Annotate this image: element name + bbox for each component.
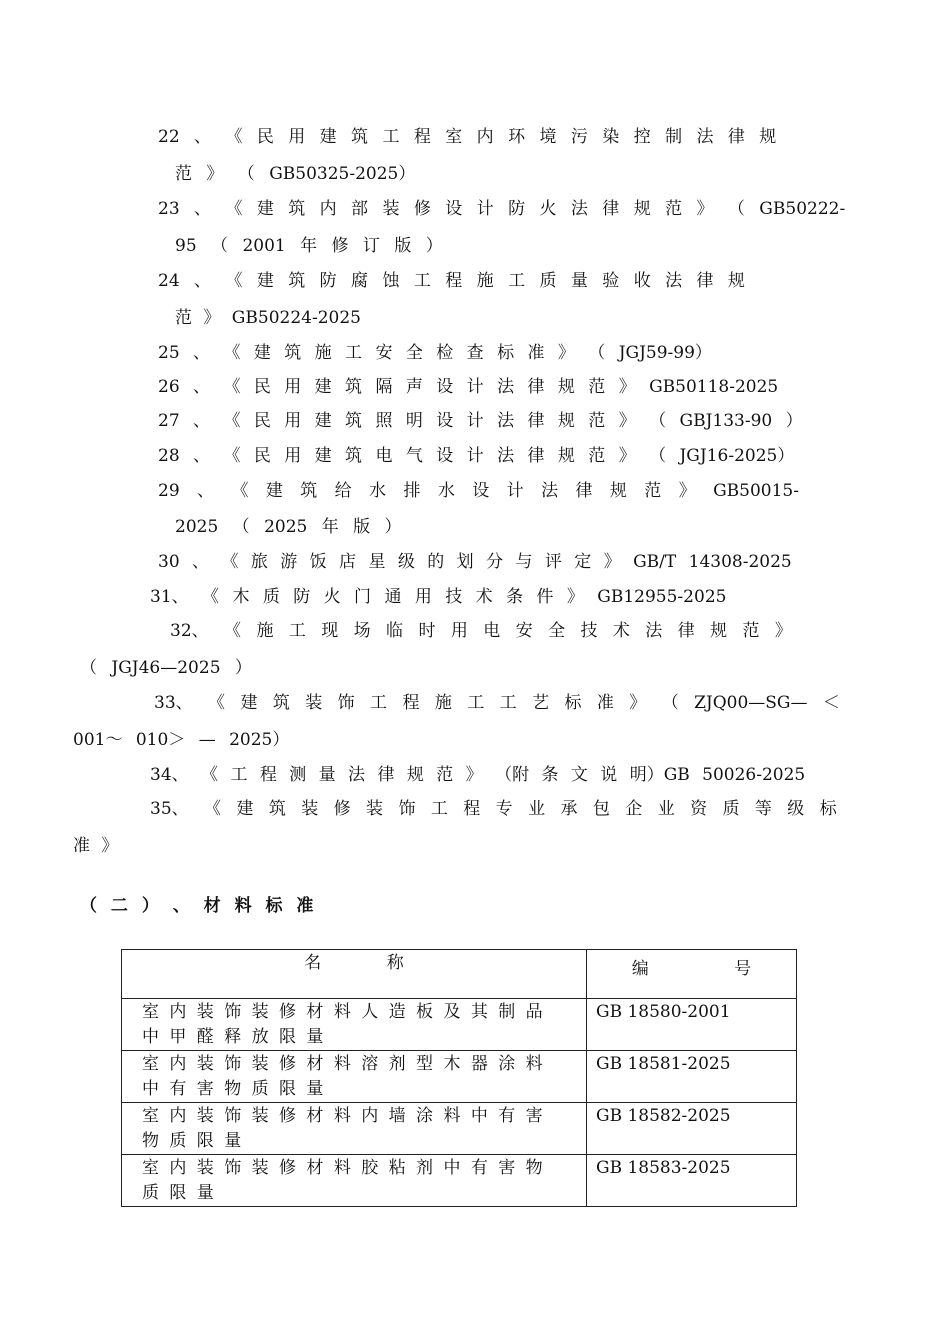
- table-header-code: 编 号: [587, 950, 797, 999]
- table-row: [122, 1051, 797, 1103]
- standard-item-35: 35、 《 建 筑 装 修 装 饰 工 程 专 业 承 包 企 业 资 质 等 级 标: [150, 799, 837, 819]
- standard-item-29-cont: 2025 （ 2025 年 版 ）: [175, 517, 402, 537]
- material-code: GB 18583-2025: [587, 1155, 797, 1207]
- standard-item-34: 34、 《 工 程 测 量 法 律 规 范 》 （附 条 文 说 明）GB 50026-2025: [150, 765, 806, 785]
- table-row: [122, 999, 797, 1051]
- table-row: [122, 1155, 797, 1207]
- standard-item-35-cont: 准 》: [73, 836, 119, 856]
- standard-item-26: 26 、 《 民 用 建 筑 隔 声 设 计 法 律 规 范 》 GB50118-2025: [158, 377, 779, 397]
- standard-item-33-cont: 001～ 010＞ — 2025）: [73, 730, 290, 750]
- materials-standards-table: [121, 949, 797, 1207]
- material-name: 室 内 装 饰 装 修 材 料 人 造 板 及 其 制 品 中 甲 醛 释 放 限 量: [142, 1002, 543, 1047]
- standard-item-32: 32、 《 施 工 现 场 临 时 用 电 安 全 技 术 法 律 规 范 》: [170, 621, 792, 641]
- standard-item-28: 28 、 《 民 用 建 筑 电 气 设 计 法 律 规 范 》 （ JGJ16-2025）: [158, 446, 795, 466]
- standard-item-23: 23 、 《 建 筑 内 部 装 修 设 计 防 火 法 律 规 范 》 （ GB50222-: [158, 199, 846, 219]
- standard-item-24-cont: 范 》 GB50224-2025: [175, 308, 361, 328]
- standard-item-25: 25 、 《 建 筑 施 工 安 全 检 查 标 准 》 （ JGJ59-99）: [158, 343, 712, 363]
- standard-item-27: 27 、 《 民 用 建 筑 照 明 设 计 法 律 规 范 》 （ GBJ133-90 ）: [158, 411, 803, 431]
- standard-item-24: 24 、 《 建 筑 防 腐 蚀 工 程 施 工 质 量 验 收 法 律 规: [158, 271, 745, 291]
- section-title-materials: （ 二 ） 、 材 料 标 准: [80, 896, 314, 916]
- standard-item-22: 22 、 《 民 用 建 筑 工 程 室 内 环 境 污 染 控 制 法 律 规: [158, 127, 777, 147]
- standard-item-29: 29 、 《 建 筑 给 水 排 水 设 计 法 律 规 范 》 GB50015-: [158, 481, 799, 501]
- table-header-row: [122, 950, 797, 999]
- standard-item-23-cont: 95 （ 2001 年 修 订 版 ）: [175, 236, 443, 256]
- material-code: GB 18582-2025: [587, 1103, 797, 1155]
- material-name: 室 内 装 饰 装 修 材 料 内 墙 涂 料 中 有 害 物 质 限 量: [142, 1106, 543, 1151]
- material-name: 室 内 装 饰 装 修 材 料 胶 粘 剂 中 有 害 物 质 限 量: [142, 1158, 543, 1203]
- table-header-name: 名 称: [122, 950, 587, 999]
- standard-item-32-cont: （ JGJ46—2025 ）: [80, 658, 252, 678]
- material-code: GB 18581-2025: [587, 1051, 797, 1103]
- standard-item-31: 31、 《 木 质 防 火 门 通 用 技 术 条 件 》 GB12955-2025: [150, 587, 727, 607]
- standard-item-30: 30 、 《 旅 游 饭 店 星 级 的 划 分 与 评 定 》 GB/T 14308-2025: [158, 552, 792, 572]
- material-name: 室 内 装 饰 装 修 材 料 溶 剂 型 木 器 涂 料 中 有 害 物 质 限 量: [142, 1054, 543, 1099]
- table-row: [122, 1103, 797, 1155]
- standard-item-22-cont: 范 》 （ GB50325-2025）: [175, 164, 416, 184]
- material-code: GB 18580-2001: [587, 999, 797, 1051]
- standard-item-33: 33、 《 建 筑 装 饰 工 程 施 工 工 艺 标 准 》 （ ZJQ00—SG— ＜: [154, 693, 840, 713]
